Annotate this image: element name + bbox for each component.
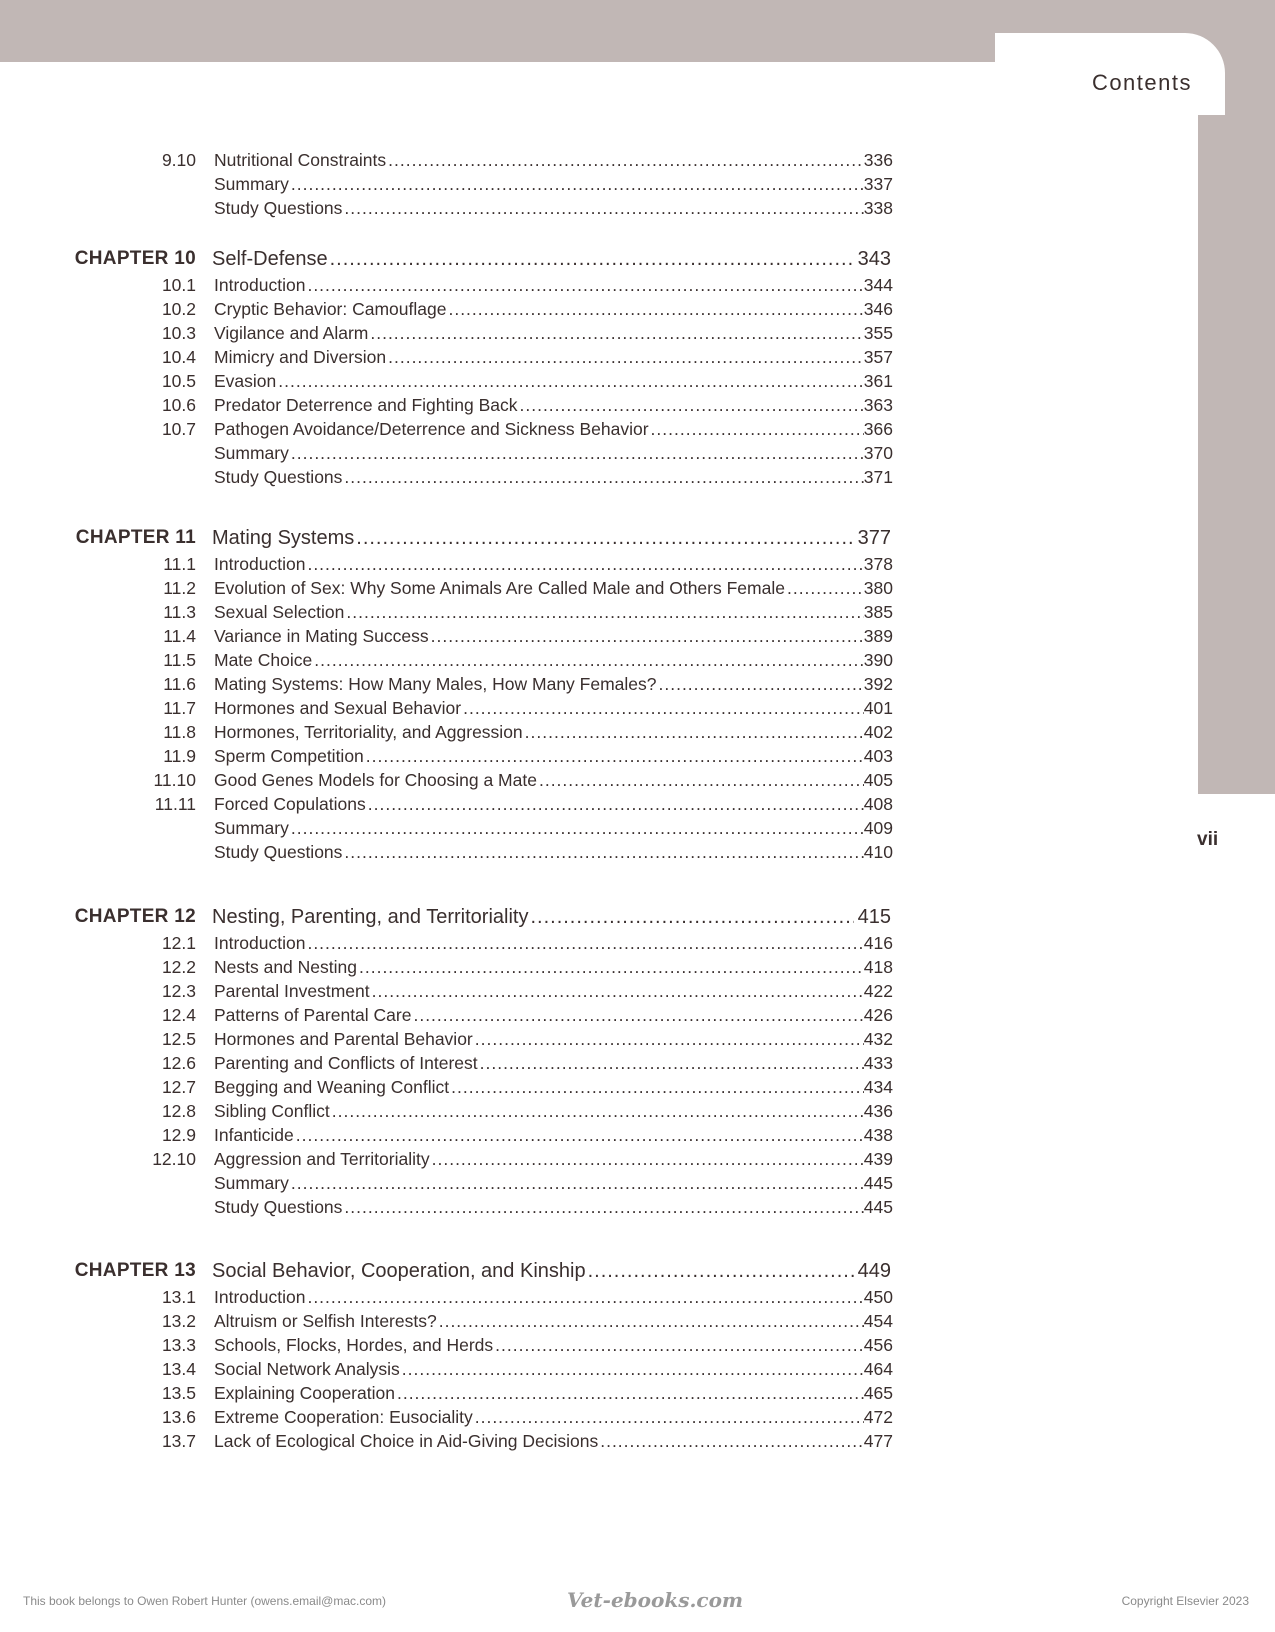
toc-number: 11.7	[163, 698, 196, 718]
toc-page-number: 477	[863, 1431, 893, 1451]
toc-entry	[0, 957, 900, 982]
toc-number: 12.8	[161, 1101, 196, 1121]
toc-entry	[0, 933, 900, 958]
dot-leader	[530, 906, 853, 929]
toc-number: CHAPTER 10	[74, 248, 196, 269]
toc-entry	[0, 1077, 900, 1102]
toc-entry	[0, 722, 900, 747]
toc-page-number: 409	[863, 818, 893, 838]
toc-page-number: 390	[863, 650, 893, 670]
toc-number: 12.5	[161, 1029, 196, 1049]
dot-leader	[278, 371, 864, 392]
toc-entry	[0, 1029, 900, 1054]
toc-title: Summary	[214, 818, 289, 838]
dot-leader	[413, 1005, 863, 1026]
dot-leader	[388, 347, 864, 368]
toc-entry	[0, 1407, 900, 1432]
toc-page-number: 422	[863, 981, 893, 1001]
toc-title: Sperm Competition	[214, 746, 364, 766]
toc-entry	[0, 842, 900, 867]
dot-leader	[659, 674, 864, 695]
toc-entry	[0, 1383, 900, 1408]
toc-entry	[0, 1125, 900, 1150]
toc-title: Nests and Nesting	[214, 957, 357, 977]
chapter-heading	[0, 248, 900, 273]
toc-number: 12.4	[161, 1005, 196, 1025]
toc-number: 12.2	[161, 957, 196, 977]
toc-number: 12.1	[161, 933, 196, 953]
toc-entry	[0, 198, 900, 223]
toc-title: Mate Choice	[214, 650, 313, 670]
toc-title: Social Behavior, Cooperation, and Kinship	[212, 1260, 586, 1282]
toc-entry	[0, 602, 900, 627]
toc-entry	[0, 770, 900, 795]
toc-entry	[0, 698, 900, 723]
toc-title: Begging and Weaning Conflict	[214, 1077, 450, 1097]
toc-title: Summary	[214, 1173, 289, 1193]
toc-page-number: 363	[863, 395, 893, 415]
toc-title: Aggression and Territoriality	[214, 1149, 430, 1169]
toc-number: CHAPTER 11	[75, 527, 196, 548]
dot-leader	[366, 746, 864, 767]
toc-number: 10.6	[161, 395, 196, 415]
toc-title: Nutritional Constraints	[214, 150, 387, 170]
toc-page-number: 371	[863, 467, 893, 487]
footer-copyright: Copyright Elsevier 2023	[1121, 1594, 1249, 1608]
dot-leader	[388, 150, 864, 171]
toc-page-number: 344	[863, 275, 893, 295]
toc-entry	[0, 1431, 900, 1456]
toc-entry	[0, 818, 900, 843]
dot-leader	[475, 1407, 864, 1428]
toc-title: Pathogen Avoidance/Deterrence and Sickness Behavior	[214, 419, 649, 439]
toc-page-number: 465	[863, 1383, 893, 1403]
toc-page-number: 385	[863, 602, 893, 622]
toc-page-number: 336	[863, 150, 893, 170]
toc-title: Predator Deterrence and Fighting Back	[214, 395, 518, 415]
toc-entry	[0, 1173, 900, 1198]
toc-title: Sibling Conflict	[214, 1101, 330, 1121]
side-band	[1198, 62, 1275, 794]
toc-number: 11.3	[163, 602, 196, 622]
toc-number: 11.11	[154, 794, 196, 814]
toc-entry	[0, 419, 900, 444]
toc-page-number: 449	[857, 1260, 891, 1282]
toc-title: Hormones and Parental Behavior	[214, 1029, 473, 1049]
toc-title: Introduction	[214, 933, 306, 953]
toc-page-number: 392	[863, 674, 893, 694]
dot-leader	[525, 722, 864, 743]
toc-page-number: 450	[863, 1287, 893, 1307]
dot-leader	[307, 933, 863, 954]
dot-leader	[520, 395, 864, 416]
toc-number: 12.7	[161, 1077, 196, 1097]
toc-number: 12.9	[161, 1125, 196, 1145]
toc-number: 10.3	[161, 323, 196, 343]
toc-number: 12.6	[161, 1053, 196, 1073]
toc-page-number: 456	[863, 1335, 893, 1355]
toc-number: 11.6	[163, 674, 196, 694]
dot-leader	[291, 1173, 864, 1194]
toc-entry	[0, 1149, 900, 1174]
toc-entry	[0, 347, 900, 372]
toc-page-number: 445	[863, 1197, 893, 1217]
toc-number: CHAPTER 12	[74, 906, 196, 927]
dot-leader	[330, 248, 854, 271]
toc-title: Hormones and Sexual Behavior	[214, 698, 462, 718]
dot-leader	[463, 698, 864, 719]
dot-leader	[451, 1077, 864, 1098]
toc-number: 13.3	[161, 1335, 196, 1355]
toc-number: 10.7	[161, 419, 196, 439]
dot-leader	[346, 602, 863, 623]
dot-leader	[480, 1053, 864, 1074]
toc-page-number: 418	[863, 957, 893, 977]
toc-title: Parenting and Conflicts of Interest	[214, 1053, 478, 1073]
footer-logo	[567, 1588, 743, 1612]
dot-leader	[332, 1101, 864, 1122]
dot-leader	[439, 1311, 864, 1332]
toc-page-number: 454	[863, 1311, 893, 1331]
toc-page-number: 337	[863, 174, 893, 194]
toc-entry	[0, 395, 900, 420]
toc-page-number: 415	[857, 906, 891, 928]
page-title: Contents	[1091, 70, 1192, 95]
toc-number: 11.1	[163, 554, 196, 574]
toc-number: 10.5	[161, 371, 196, 391]
toc-title: Vigilance and Alarm	[214, 323, 369, 343]
dot-leader	[372, 981, 864, 1002]
chapter-heading	[0, 906, 900, 931]
dot-leader	[495, 1335, 864, 1356]
toc-title: Self-Defense	[212, 248, 328, 270]
toc-number: 13.2	[161, 1311, 196, 1331]
dot-leader	[356, 527, 853, 550]
toc-title: Study Questions	[214, 842, 343, 862]
toc-page-number: 426	[863, 1005, 893, 1025]
dot-leader	[539, 770, 864, 791]
dot-leader	[787, 578, 864, 599]
toc-number: 12.10	[152, 1149, 196, 1169]
toc-title: Study Questions	[214, 1197, 343, 1217]
toc-page-number: 366	[863, 419, 893, 439]
toc-number: 13.1	[161, 1287, 196, 1307]
toc-title: Evasion	[214, 371, 277, 391]
toc-number: 13.7	[161, 1431, 196, 1451]
toc-title: Study Questions	[214, 467, 343, 487]
toc-entry	[0, 1311, 900, 1336]
dot-leader	[307, 275, 863, 296]
dot-leader	[588, 1260, 854, 1283]
toc-entry	[0, 443, 900, 468]
toc-entry	[0, 1005, 900, 1030]
dot-leader	[314, 650, 864, 671]
toc-title: Introduction	[214, 1287, 306, 1307]
toc-number: 13.5	[161, 1383, 196, 1403]
toc-page-number: 357	[863, 347, 893, 367]
toc-title: Mating Systems	[212, 527, 355, 549]
toc-page-number: 380	[863, 578, 893, 598]
dot-leader	[402, 1359, 864, 1380]
toc-entry	[0, 1053, 900, 1078]
dot-leader	[370, 323, 863, 344]
toc-title: Summary	[214, 443, 289, 463]
dot-leader	[344, 1197, 863, 1218]
toc-page-number: 370	[863, 443, 893, 463]
toc-number: 13.6	[161, 1407, 196, 1427]
toc-number: 10.2	[161, 299, 196, 319]
toc-entry	[0, 1101, 900, 1126]
toc-title: Good Genes Models for Choosing a Mate	[214, 770, 537, 790]
toc-entry	[0, 323, 900, 348]
toc-number: 9.10	[161, 150, 196, 170]
toc-page-number: 346	[863, 299, 893, 319]
toc-page-number: 402	[863, 722, 893, 742]
toc-title: Forced Copulations	[214, 794, 366, 814]
toc-entry	[0, 674, 900, 699]
toc-page-number: 439	[863, 1149, 893, 1169]
toc-title: Sexual Selection	[214, 602, 345, 622]
toc-entry	[0, 299, 900, 324]
toc-page-number: 445	[863, 1173, 893, 1193]
dot-leader	[368, 794, 864, 815]
toc-title: Variance in Mating Success	[214, 626, 429, 646]
toc-title: Study Questions	[214, 198, 343, 218]
dot-leader	[432, 1149, 864, 1170]
toc-entry	[0, 1287, 900, 1312]
toc-entry	[0, 150, 900, 175]
toc-title: Hormones, Territoriality, and Aggression	[214, 722, 523, 742]
page-number: vii	[1197, 829, 1219, 850]
dot-leader	[397, 1383, 864, 1404]
toc-number: 10.4	[161, 347, 196, 367]
toc-number: 11.9	[163, 746, 196, 766]
chapter-heading	[0, 527, 900, 552]
toc-page-number: 434	[863, 1077, 893, 1097]
toc-page-number: 464	[863, 1359, 893, 1379]
toc-page-number: 408	[863, 794, 893, 814]
dot-leader	[600, 1431, 864, 1452]
toc-entry	[0, 794, 900, 819]
toc-title: Extreme Cooperation: Eusociality	[214, 1407, 473, 1427]
toc-entry	[0, 1335, 900, 1360]
toc-number: 12.3	[161, 981, 196, 1001]
toc-page-number: 403	[863, 746, 893, 766]
toc-page-number: 378	[863, 554, 893, 574]
toc-title: Schools, Flocks, Hordes, and Herds	[214, 1335, 494, 1355]
dot-leader	[291, 818, 864, 839]
toc-page-number: 438	[863, 1125, 893, 1145]
toc-title: Patterns of Parental Care	[214, 1005, 412, 1025]
toc-entry	[0, 275, 900, 300]
dot-leader	[448, 299, 863, 320]
dot-leader	[344, 467, 863, 488]
toc-entry	[0, 746, 900, 771]
toc-page-number: 433	[863, 1053, 893, 1073]
toc-entry	[0, 626, 900, 651]
toc-number: 13.4	[161, 1359, 196, 1379]
dot-leader	[475, 1029, 864, 1050]
dot-leader	[296, 1125, 864, 1146]
toc-title: Infanticide	[214, 1125, 294, 1145]
toc-page-number: 410	[863, 842, 893, 862]
toc-title: Summary	[214, 174, 289, 194]
toc-number: 11.8	[163, 722, 196, 742]
dot-leader	[307, 1287, 863, 1308]
toc-page-number: 343	[857, 248, 891, 270]
toc-number: 11.2	[163, 578, 196, 598]
toc-title: Lack of Ecological Choice in Aid-Giving Decisions	[214, 1431, 599, 1451]
toc-title: Social Network Analysis	[214, 1359, 400, 1379]
toc-entry	[0, 371, 900, 396]
toc-page-number: 338	[863, 198, 893, 218]
dot-leader	[307, 554, 863, 575]
toc-title: Nesting, Parenting, and Territoriality	[212, 906, 529, 928]
dot-leader	[431, 626, 864, 647]
toc-number: 11.10	[153, 770, 196, 790]
toc-title: Explaining Cooperation	[214, 1383, 395, 1403]
footer-logo-text: Vet-ebooks.com	[567, 1588, 744, 1612]
toc-number: 11.5	[163, 650, 196, 670]
dot-leader	[291, 443, 864, 464]
toc-page-number: 436	[863, 1101, 893, 1121]
toc-number: 10.1	[161, 275, 196, 295]
toc-page-number: 432	[863, 1029, 893, 1049]
toc-entry	[0, 578, 900, 603]
toc-page-number: 377	[857, 527, 891, 549]
toc-entry	[0, 650, 900, 675]
toc-number: CHAPTER 13	[74, 1260, 196, 1281]
toc-title: Altruism or Selfish Interests?	[214, 1311, 437, 1331]
toc-entry	[0, 1359, 900, 1384]
dot-leader	[344, 842, 863, 863]
toc-page-number: 401	[863, 698, 893, 718]
toc-title: Cryptic Behavior: Camouflage	[214, 299, 447, 319]
dot-leader	[651, 419, 864, 440]
toc-entry	[0, 1197, 900, 1222]
footer-owner-notice: This book belongs to Owen Robert Hunter (owens.email@mac.com)	[23, 1594, 386, 1608]
toc-page-number: 416	[863, 933, 893, 953]
toc-number: 11.4	[163, 626, 196, 646]
toc-title: Introduction	[214, 554, 306, 574]
toc-title: Mimicry and Diversion	[214, 347, 387, 367]
toc-entry	[0, 554, 900, 579]
toc-title: Introduction	[214, 275, 306, 295]
toc-title: Mating Systems: How Many Males, How Many Females?	[214, 674, 657, 694]
dot-leader	[344, 198, 863, 219]
toc-page-number: 405	[863, 770, 893, 790]
chapter-heading	[0, 1260, 900, 1285]
toc-page-number: 472	[863, 1407, 893, 1427]
toc-entry	[0, 174, 900, 199]
toc-page-number: 361	[863, 371, 893, 391]
toc-title: Parental Investment	[214, 981, 370, 1001]
toc-entry	[0, 981, 900, 1006]
toc-entry	[0, 467, 900, 492]
dot-leader	[359, 957, 864, 978]
toc-title: Evolution of Sex: Why Some Animals Are Called Male and Others Female	[214, 578, 785, 598]
toc-page-number: 355	[863, 323, 893, 343]
toc-page-number: 389	[863, 626, 893, 646]
dot-leader	[291, 174, 864, 195]
